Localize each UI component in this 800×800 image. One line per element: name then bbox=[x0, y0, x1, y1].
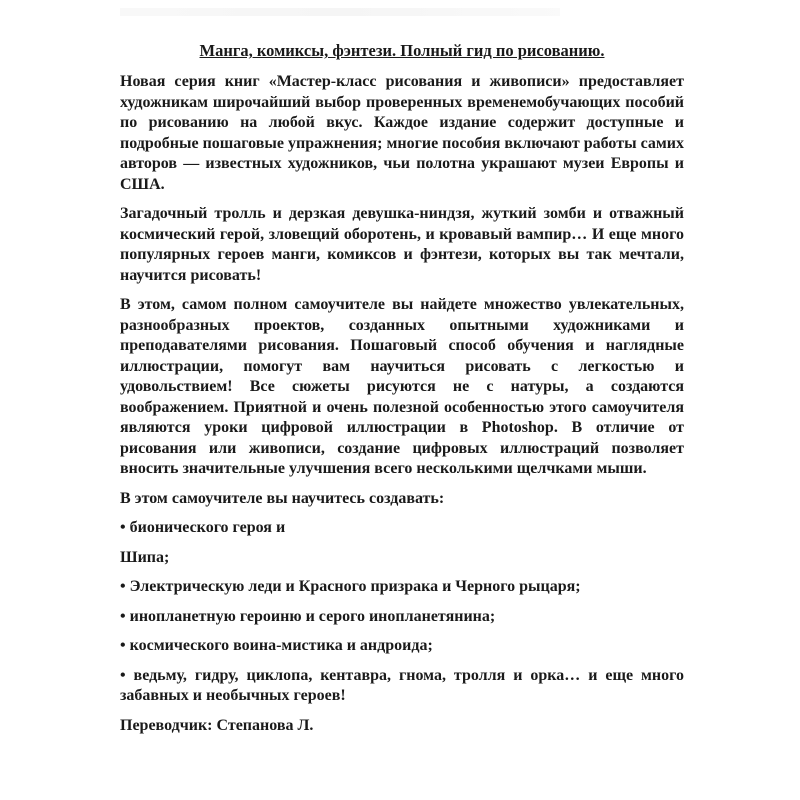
paragraph-intro: Новая серия книг «Мастер-класс рисования и живописи» предоставляет художникам широчайший выбор проверенных временемобучающих пособий по рисованию на любой вкус. Каждое издание содержит доступные и подробные пошаговые упражнения; многие пособия включают работы самих авторов — известных художников, чьи полотна украшают музеи Европы и США. bbox=[120, 73, 684, 193]
list-item: • космического воина-мистика и андроида; bbox=[120, 637, 433, 654]
list-item: Шипа; bbox=[120, 548, 170, 566]
list-item: • инопланетную героиню и серого инопланетянина; bbox=[120, 607, 496, 625]
document-page bbox=[120, 40, 684, 745]
list-item: • ведьму, гидру, циклопа, кентавра, гнома, тролля и орка… и еще много забавных и необычных героев! bbox=[120, 666, 684, 704]
paragraph-tutorial: В этом, самом полном самоучителе вы найдете множество увлекательных, разнообразных проектов, созданных опытными художниками и преподавателями рисования. Пошаговый способ обучения и наглядные иллюстрации, помогут вам научиться рисовать с легкостью и удовольствием! Все сюжеты рисуются не с натуры, а создаются воображением. Приятной и очень полезной особенностью этого самоучителя являются уроки цифровой иллюстрации в Photoshop. В отличие от рисования или живописи, создание цифровых иллюстраций позволяет вносить значительные улучшения всего несколькими щелчками мыши. bbox=[120, 296, 684, 477]
faint-header-artifact bbox=[120, 8, 560, 16]
page-title: Манга, комиксы, фэнтези. Полный гид по рисованию. bbox=[199, 41, 605, 60]
list-item: • бионического героя и bbox=[120, 519, 286, 536]
paragraph-heroes: Загадочный тролль и дерзкая девушка-ниндзя, жуткий зомби и отважный космический герой, зловещий оборотень, и кровавый вампир… И еще много популярных героев манги, комиксов и фэнтези, которых вы так мечтали, научится рисовать! bbox=[120, 205, 684, 284]
list-item: • Электрическую леди и Красного призрака и Черного рыцаря; bbox=[120, 578, 581, 595]
list-intro: В этом самоучителе вы научитесь создавать: bbox=[120, 489, 445, 507]
translator-credit: Переводчик: Степанова Л. bbox=[120, 716, 314, 734]
